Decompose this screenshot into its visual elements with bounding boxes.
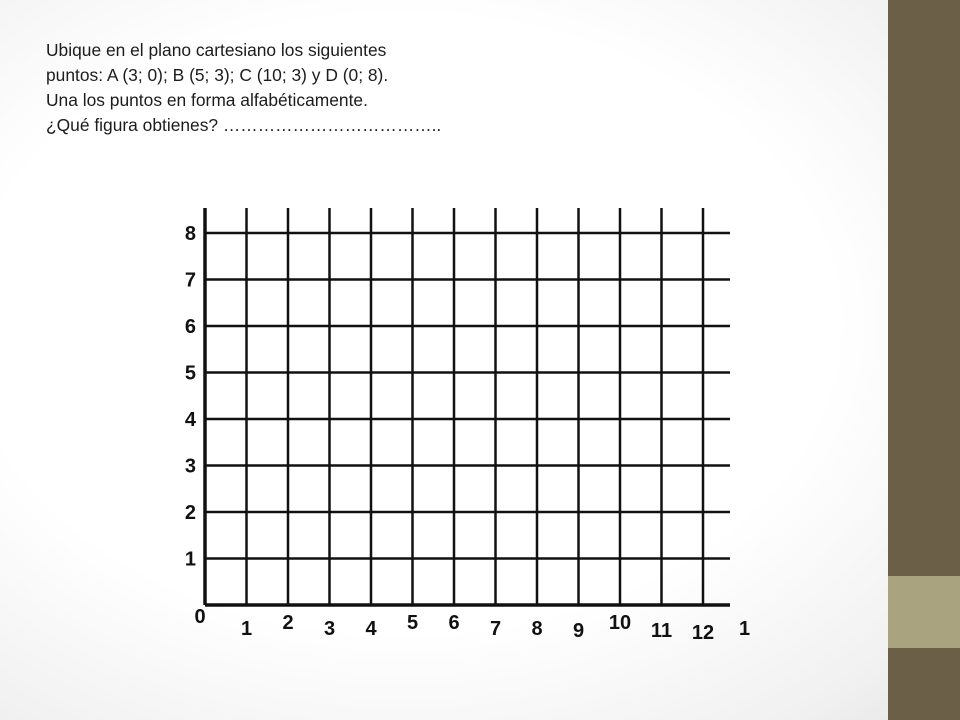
x-tick-label: 3 xyxy=(323,618,336,640)
y-tick-label: 3 xyxy=(184,455,196,478)
x-tick-label: 12 xyxy=(691,622,715,644)
right-decorative-bar xyxy=(888,0,960,720)
instruction-line-3: Una los puntos en forma alfabéticamente. xyxy=(46,90,368,110)
x-tick-label: 11 xyxy=(650,620,673,642)
x-tick-label: 1 xyxy=(240,618,253,640)
instruction-line-1: Ubique en el plano cartesiano los siguientes xyxy=(46,40,387,60)
instruction-line-2: puntos: A (3; 0); B (5; 3); C (10; 3) y D (0; 8). xyxy=(46,65,389,85)
cartesian-grid xyxy=(170,200,750,650)
y-tick-label: 5 xyxy=(184,362,196,385)
x-tick-label: 5 xyxy=(406,612,419,634)
right-bar-accent-block xyxy=(888,576,960,648)
y-tick-label: 1 xyxy=(184,548,196,571)
x-tick-label: 2 xyxy=(282,612,294,634)
y-tick-label: 7 xyxy=(184,269,196,292)
y-tick-label: 8 xyxy=(184,223,196,245)
x-tick-label: 10 xyxy=(608,612,632,634)
x-tick-label: 4 xyxy=(365,618,377,640)
x-tick-label: 0 xyxy=(194,606,206,628)
x-tick-label: 1 xyxy=(738,618,750,640)
y-tick-label: 6 xyxy=(184,316,196,338)
x-tick-label: 6 xyxy=(448,612,460,634)
y-tick-label: 4 xyxy=(184,409,196,431)
x-tick-label: 9 xyxy=(572,620,585,642)
y-tick-label: 2 xyxy=(184,502,196,524)
exercise-instructions xyxy=(46,38,606,138)
x-tick-label: 7 xyxy=(489,618,502,640)
cartesian-grid-figure xyxy=(170,200,750,650)
instruction-line-4: ¿Qué figura obtienes? ……………………………….. xyxy=(46,115,442,135)
x-tick-label: 8 xyxy=(531,618,543,640)
